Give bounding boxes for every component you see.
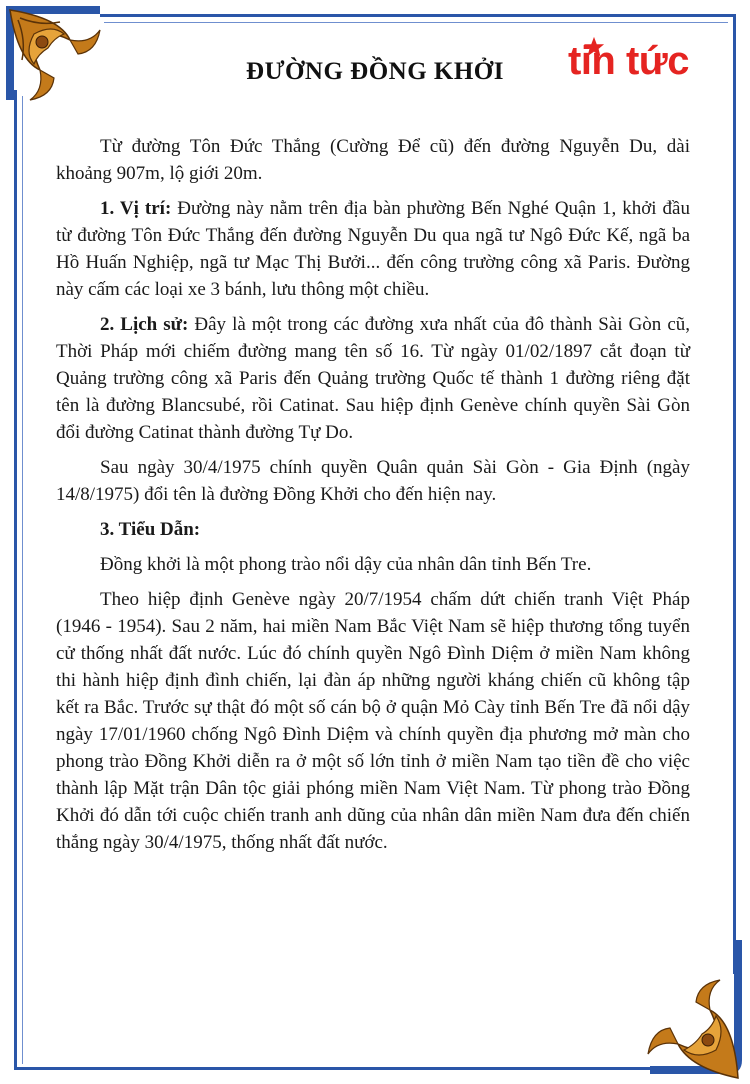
corner-ornament-bottom-right	[630, 940, 750, 1084]
location-label: 1. Vị trí:	[100, 198, 172, 219]
location-text: Đường này nằm trên địa bàn phường Bến Nghé Quận 1, khởi đầu từ đường Tôn Đức Thắng đến đường Nguyễn Du qua ngã tư Ngô Đức Kế, ngã ba Hồ Huấn Nghiệp, ngã tư Mạc Thị Bưởi... đến công trường công xã Paris. Đường này cấm các loại xe 3 bánh, lưu thông một chiều.	[56, 198, 690, 300]
brand-logo: tin tức	[568, 39, 690, 83]
frame-border-bottom	[14, 1067, 654, 1070]
origin-heading: 3. Tiểu Dẫn:	[100, 519, 201, 540]
history-after-paragraph: Sau ngày 30/4/1975 chính quyền Quân quản Sài Gòn - Gia Định (ngày 14/8/1975) đổi tên là đường Đồng Khởi cho đến hiện nay.	[56, 457, 690, 505]
frame-inner-line-left	[22, 96, 23, 1064]
page-title: ĐƯỜNG ĐỒNG KHỞI	[246, 58, 504, 85]
frame-border-top	[100, 14, 735, 17]
location-paragraph	[56, 195, 690, 303]
frame-border-right	[733, 14, 736, 974]
history-paragraph	[56, 311, 690, 446]
article-body	[56, 133, 690, 864]
frame-border-left	[14, 90, 17, 1070]
history-text: Đây là một trong các đường xưa nhất của đô thành Sài Gòn cũ, Thời Pháp mới chiếm đường mang tên số 16. Từ ngày 01/02/1897 cắt đoạn từ Quảng trường công xã Paris đến Quảng trường Quốc tế thành 1 đường riêng đặt tên là đường Blancsubé, rồi Catinat. Sau hiệp định Genève chính quyền Sài Gòn đổi đường Catinat thành đường Tự Do.	[56, 314, 690, 443]
origin-paragraph-2: Theo hiệp định Genève ngày 20/7/1954 chấm dứt chiến tranh Việt Pháp (1946 - 1954). Sau 2 năm, hai miền Nam Bắc Việt Nam sẽ hiệp thương tổng tuyển cử thống nhất đất nước. Lúc đó chính quyền Ngô Đình Diệm ở miền Nam không thi hành hiệp định đình chiến, lại đàn áp những người kháng chiến cũ không tập kết ra Bắc. Trước sự thật đó một số cán bộ ở quận Mỏ Cày tỉnh Bến Tre đã nổi dậy ngày 17/01/1960 chống Ngô Đình Diệm và chính quyền địa phương mở màn cho phong trào Đồng Khởi diễn ra ở một số lớn tỉnh ở miền Nam tạo tiền đề cho việc thành lập Mặt trận Dân tộc giải phóng miền Nam Việt Nam. Từ phong trào Đồng Khởi đó dẫn tới cuộc chiến tranh anh dũng của nhân dân miền Nam đưa đến chiến thắng ngày 30/4/1975, thống nhất đất nước.	[56, 589, 690, 853]
history-label: 2. Lịch sử:	[100, 314, 189, 335]
frame-inner-line-top	[104, 22, 728, 23]
intro-paragraph: Từ đường Tôn Đức Thắng (Cường Để cũ) đến đường Nguyễn Du, dài khoảng 907m, lộ giới 20m.	[56, 136, 690, 184]
origin-paragraph-1: Đồng khởi là một phong trào nổi dậy của nhân dân tỉnh Bến Tre.	[100, 554, 592, 575]
